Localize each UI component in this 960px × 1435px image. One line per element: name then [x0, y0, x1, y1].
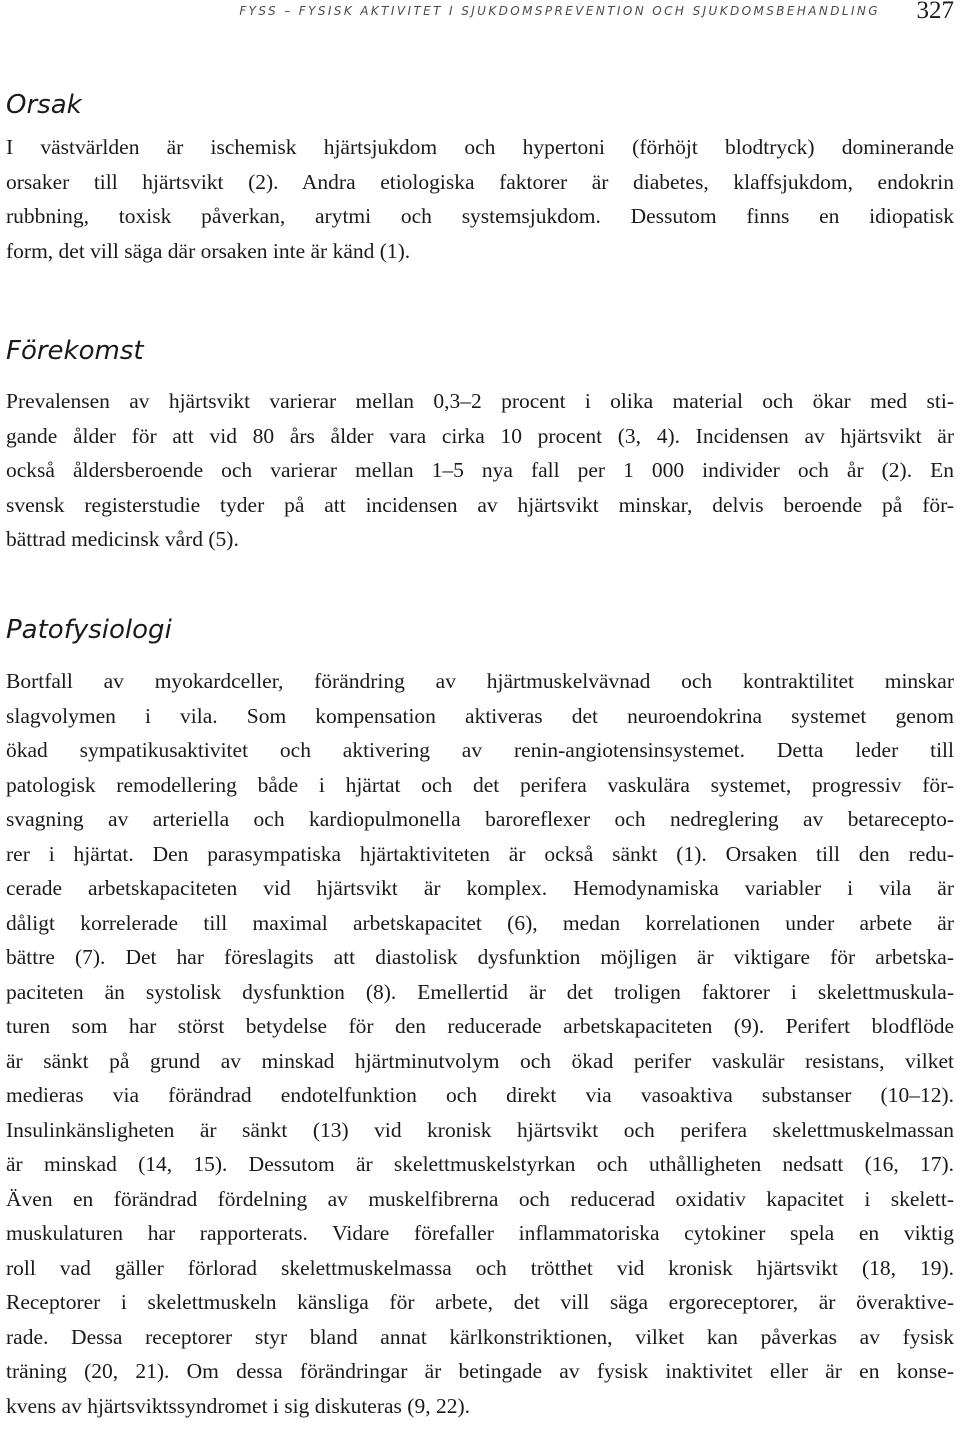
text-line: rer i hjärtat. Den parasympatiska hjärtaktiviteten är också sänkt (1). Orsaken till den redu- — [6, 841, 954, 866]
text-line: svagning av arteriella och kardiopulmonella baroreflexer och nedreglering av betarecepto- — [6, 807, 954, 831]
text-line: patologisk remodellering både i hjärtat och det perifera vaskulära systemet, progressiv för- — [6, 772, 954, 797]
text-line: Bortfall av myokardceller, förändring av hjärtmuskelvävnad och kontraktilitet minskar — [6, 669, 954, 693]
text-line: Insulinkänsligheten är sänkt (13) vid kronisk hjärtsvikt och perifera skelettmuskelmassan — [6, 1117, 954, 1142]
text-line: svensk registerstudie tyder på att incidensen av hjärtsvikt minskar, delvis beroende på för- — [6, 492, 954, 517]
section-orsak — [6, 89, 954, 268]
text-line: Även en förändrad fördelning av muskelfibrerna och reducerad oxidativ kapacitet i skelett- — [6, 1186, 954, 1211]
section-forekomst — [6, 335, 954, 557]
section-paragraph — [6, 130, 954, 268]
section-heading: Orsak — [6, 90, 82, 120]
text-line: paciteten än systolisk dysfunktion (8). Emellertid är det troligen faktorer i skelettmuskula- — [6, 979, 954, 1004]
section-heading: Förekomst — [6, 336, 144, 366]
text-line: är minskad (14, 15). Dessutom är skelettmuskelstyrkan och uthålligheten nedsatt (16, 17). — [6, 1152, 954, 1176]
text-line: roll vad gäller förlorad skelettmuskelmassa och trötthet vid kronisk hjärtsvikt (18, 19). — [6, 1255, 954, 1280]
text-line: slagvolymen i vila. Som kompensation aktiveras det neuroendokrina systemet genom — [6, 703, 954, 728]
text-line: bättrad medicinsk vård (5). — [6, 527, 239, 551]
text-line: Receptorer i skelettmuskeln känsliga för arbete, det vill säga ergoreceptorer, är överaktive- — [6, 1290, 954, 1314]
text-line: kvens av hjärtsviktssyndromet i sig diskuteras (9, 22). — [6, 1393, 470, 1418]
text-line: är sänkt på grund av minskad hjärtminutvolym och ökad perifer vaskulär resistans, vilket — [6, 1048, 954, 1073]
text-line: turen som har störst betydelse för den reducerade arbetskapaciteten (9). Perifert blodflöde — [6, 1014, 954, 1038]
text-line: dåligt korrelerade till maximal arbetskapacitet (6), medan korrelationen under arbete är — [6, 910, 954, 935]
section-paragraph — [6, 384, 954, 557]
section-heading: Patofysiologi — [6, 615, 172, 645]
running-title: FYSS – FYSISK AKTIVITET I SJUKDOMSPREVENTION OCH SJUKDOMSBEHANDLING — [239, 4, 880, 18]
text-line: medieras via förändrad endotelfunktion och direkt via vasoaktiva substanser (10–12). — [6, 1083, 954, 1107]
text-line: bättre (7). Det har föreslagits att diastolisk dysfunktion möjligen är viktigare för arbetska- — [6, 945, 954, 969]
running-head — [0, 0, 960, 28]
section-patofysiologi — [6, 614, 954, 1423]
text-line: träning (20, 21). Om dessa förändringar är betingade av fysisk inaktivitet eller är en konse- — [6, 1359, 954, 1383]
text-line: ökad sympatikusaktivitet och aktivering av renin-angiotensinsystemet. Detta leder till — [6, 738, 954, 762]
text-line: I västvärlden är ischemisk hjärtsjukdom och hypertoni (förhöjt blodtryck) dominerande — [6, 135, 954, 159]
text-line: orsaker till hjärtsvikt (2). Andra etiologiska faktorer är diabetes, klaffsjukdom, endokrin — [6, 169, 954, 194]
text-line: cerade arbetskapaciteten vid hjärtsvikt är komplex. Hemodynamiska variabler i vila är — [6, 876, 954, 900]
text-line: Prevalensen av hjärtsvikt varierar mellan 0,3–2 procent i olika material och ökar med sti- — [6, 389, 954, 413]
text-line: rubbning, toxisk påverkan, arytmi och systemsjukdom. Dessutom finns en idiopatisk — [6, 204, 954, 228]
text-line: form, det vill säga där orsaken inte är känd (1). — [6, 238, 411, 263]
section-paragraph — [6, 664, 954, 1423]
page-number: 327 — [916, 0, 954, 24]
text-line: också åldersberoende och varierar mellan 1–5 nya fall per 1 000 individer och år (2). En — [6, 458, 954, 482]
text-line: muskulaturen har rapporterats. Vidare förefaller inflammatoriska cytokiner spela en viktig — [6, 1221, 954, 1245]
text-line: gande ålder för att vid 80 års ålder vara cirka 10 procent (3, 4). Incidensen av hjärtsvikt är — [6, 423, 954, 448]
text-line: rade. Dessa receptorer styr bland annat kärlkonstriktionen, vilket kan påverkas av fysisk — [6, 1324, 954, 1349]
